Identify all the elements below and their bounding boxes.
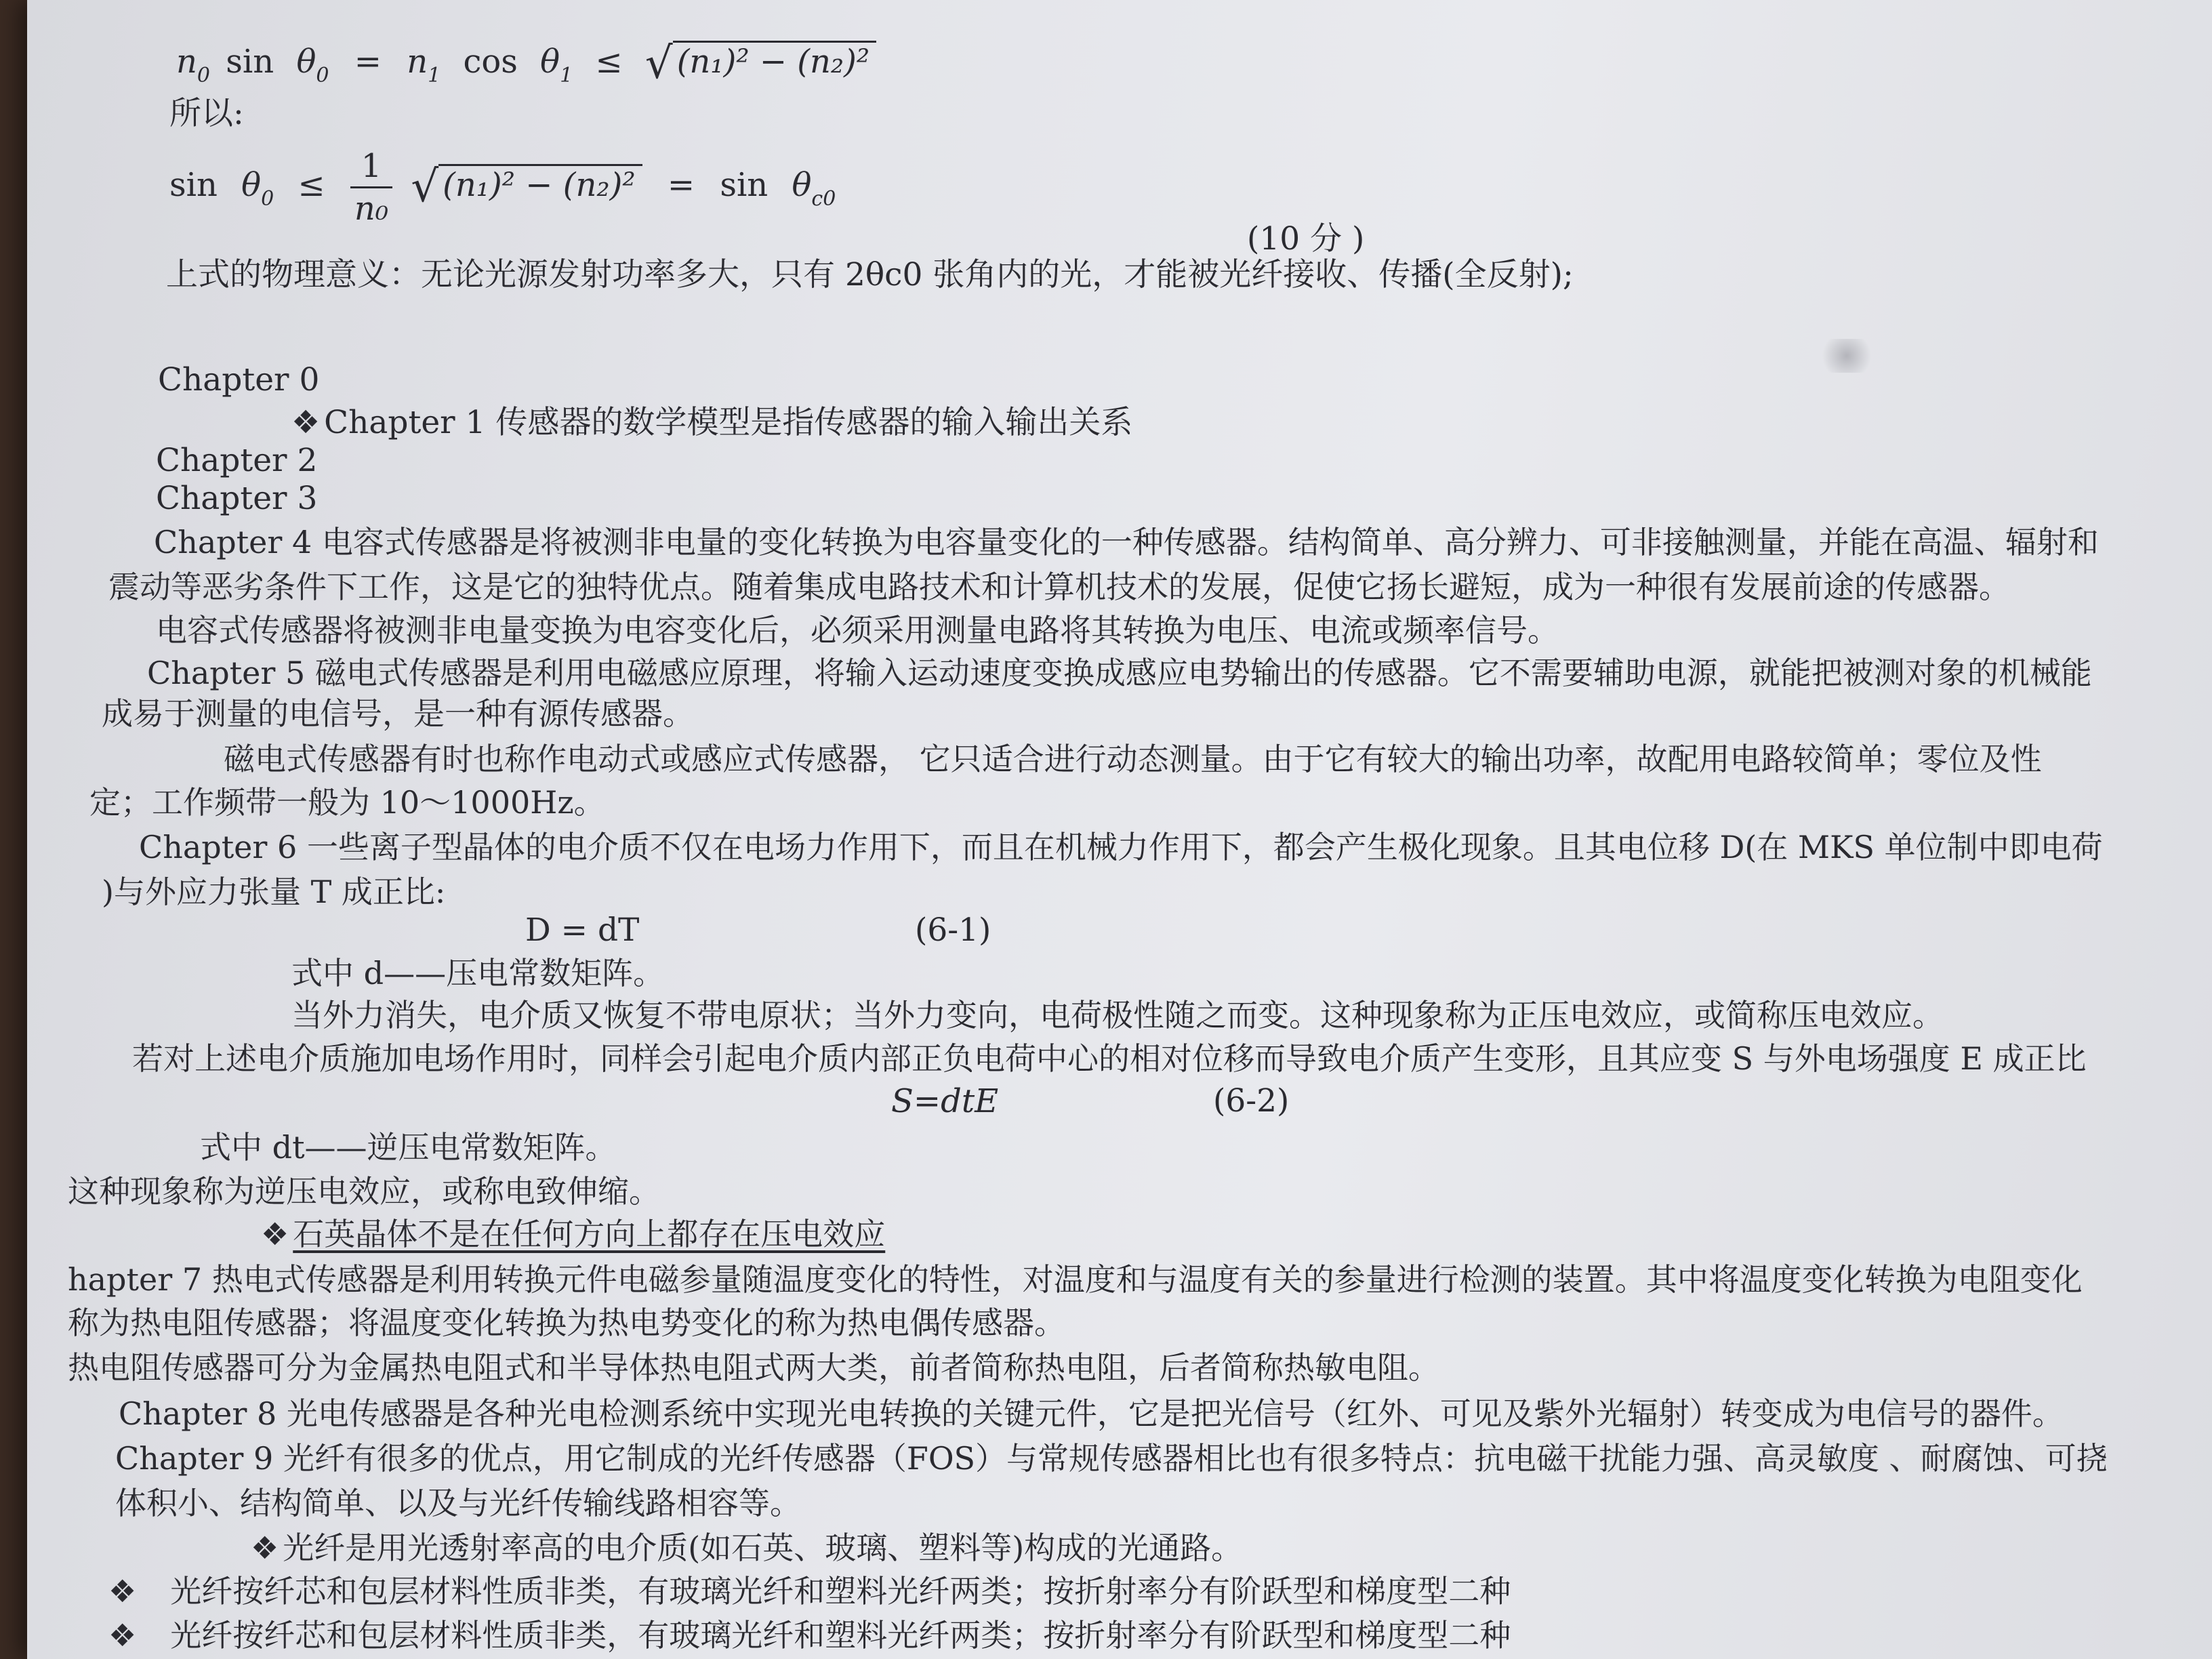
formula-2-sin: sin (169, 166, 218, 204)
chapter-5-line-3: 磁电式传感器有时也称作电动式或感应式传感器， 它只适合进行动态测量。由于它有较大的输出功率，故配用电路较简单；零位及性 (224, 741, 2042, 777)
chapter-5-line-1: Chapter 5 磁电式传感器是利用电磁感应原理，将输入运动速度变换成感应电势输出的传感器。它不需要辅助电源，就能把被测对象的机械能 (147, 655, 2092, 691)
formula-1-theta-sub: 0 (316, 64, 329, 87)
ink-smudge (1816, 339, 1877, 373)
formula-2-theta: θ (241, 166, 262, 204)
chapter-6-line-7: 这种现象称为逆压电效应，或称电致伸缩。 (68, 1173, 660, 1210)
chapter-4-line-2: 震动等恶劣条件下工作，这是它的独特优点。随着集成电路技术和计算机技术的发展，促使它扬长避短，成为一种很有发展前途的传感器。 (108, 569, 2010, 605)
diamond-bullet-icon: ❖ (261, 1216, 289, 1252)
sqrt-icon: √ (644, 39, 673, 89)
printed-page (27, 0, 2212, 1659)
chapter-9-bullet-1-text: 光纤按纤芯和包层材料性质非类，有玻璃光纤和塑料光纤两类；按折射率分有阶跃型和梯度型二种 (170, 1573, 1511, 1610)
formula-2-radicand: (n₁)² − (n₂)² (438, 164, 642, 204)
diamond-bullet-icon: ❖ (291, 404, 321, 441)
chapter-0: Chapter 0 (158, 361, 320, 398)
formula-1-theta1-sub: 1 (560, 64, 573, 87)
chapter-6-line-4: 当外力消失，电介质又恢复不带电原状；当外力变向，电荷极性随之而变。这种现象称为正压电效应，或简称压电效应。 (291, 997, 1944, 1033)
diamond-bullet-icon: ❖ (251, 1530, 279, 1566)
chapter-7-line-2: 称为热电阻传感器；将温度变化转换为热电势变化的称为热电偶传感器。 (68, 1305, 1065, 1341)
chapter-9-fiber-definition: 光纤是用光透射率高的电介质(如石英、玻璃、塑料等)构成的光通路。 (283, 1530, 1243, 1566)
formula-1-sin: sin (226, 43, 274, 81)
diamond-bullet-icon: ❖ (108, 1573, 137, 1610)
chapter-4-line-3: 电容式传感器将被测非电量变换为电容变化后，必须采用测量电路将其转换为电压、电流或频率信号。 (156, 612, 1559, 649)
chapter-9-bullet-2 (108, 1616, 1511, 1654)
fraction-numerator: 1 (350, 146, 392, 188)
formula-1-sqrt (644, 39, 876, 89)
chapter-3: Chapter 3 (156, 480, 318, 517)
chapter-6-line-3: 式中 d——压电常数矩阵。 (291, 955, 665, 991)
chapter-6-line-1: Chapter 6 一些离子型晶体的电介质不仅在电场力作用下，而且在机械力作用下，都会产生极化现象。且其电位移 D(在 MKS 单位制中即电荷 (139, 829, 2103, 865)
formula-2-le: ≤ (298, 166, 325, 204)
equation-6-2-number: (6-2) (1213, 1082, 1290, 1120)
sqrt-icon: √ (411, 162, 439, 212)
chapter-2: Chapter 2 (156, 442, 318, 479)
chapter-5-line-4: 定；工作频带一般为 10～1000Hz。 (89, 784, 605, 821)
chapter-4-line-1: Chapter 4 电容式传感器是将被测非电量的变化转换为电容量变化的一种传感器。结构简单、高分辨力、可非接触测量，并能在高温、辐射和 (154, 524, 2099, 560)
chapter-7-line-3: 热电阻传感器可分为金属热电阻式和半导体热电阻式两大类，前者简称热电阻，后者简称热敏电阻。 (68, 1349, 1439, 1386)
chapter-6-line-5: 若对上述电介质施加电场作用时，同样会引起电介质内部正负电荷中心的相对位移而导致电介质产生变形，且其应变 S 与外电场强度 E 成正比 (132, 1040, 2087, 1077)
chapter-7-line-1: hapter 7 热电式传感器是利用转换元件电磁参量随温度变化的特性，对温度和与温度有关的参量进行检测的装置。其中将温度变化转换为电阻变化 (68, 1261, 2083, 1298)
chapter-1-text: Chapter 1 传感器的数学模型是指传感器的输入输出关系 (324, 404, 1133, 441)
formula-1-cos: cos (463, 43, 518, 81)
formula-2-theta-sub: 0 (261, 187, 274, 211)
formula-1-n1: n (407, 43, 428, 81)
formula-1-sub0: 0 (197, 64, 211, 87)
chapter-9-line-2: 体积小、结构简单、以及与光纤传输线路相容等。 (115, 1485, 801, 1521)
chapter-8: Chapter 8 光电传感器是各种光电检测系统中实现光电转换的关键元件，它是把光信号（红外、可见及紫外光辐射）转变成为电信号的器件。 (119, 1395, 2064, 1432)
formula-1 (176, 39, 876, 89)
equation-6-1-number: (6-1) (915, 912, 991, 949)
score-note: (10 分 ) (1247, 220, 1365, 258)
chapter-1 (291, 404, 1132, 442)
equation-6-2: S=dtE (891, 1082, 999, 1120)
diamond-bullet-icon: ❖ (108, 1617, 137, 1654)
chapter-6-underlined-note: 石英晶体不是在任何方向上都存在压电效应 (293, 1216, 886, 1252)
formula-2-fraction (350, 146, 392, 229)
chapter-6-line-2: )与外应力张量 T 成正比: (102, 874, 446, 910)
chapter-6-line-6: 式中 dt——逆压电常数矩阵。 (200, 1129, 617, 1166)
physical-meaning: 上式的物理意义：无论光源发射功率多大，只有 2θc0 张角内的光，才能被光纤接收、传播(全反射); (166, 256, 1574, 293)
chapter-9-line-3 (251, 1529, 1242, 1567)
formula-2-sqrt (411, 161, 642, 212)
suoyi-label: 所以: (169, 95, 244, 132)
formula-2-equals: = (667, 166, 695, 204)
formula-1-theta1: θ (540, 43, 560, 81)
fraction-denominator: n₀ (354, 190, 389, 228)
formula-2-theta2: θ (792, 166, 812, 204)
formula-1-equals: = (354, 43, 382, 81)
chapter-9-line-1: Chapter 9 光纤有很多的优点，用它制成的光纤传感器（FOS）与常规传感器相比也有很多特点：抗电磁干扰能力强、高灵敏度 、耐腐蚀、可挠 (115, 1440, 2108, 1477)
formula-1-theta: θ (296, 43, 316, 81)
formula-2-sin2: sin (720, 166, 769, 204)
chapter-9-bullet-1 (108, 1572, 1511, 1610)
chapter-9-bullet-2-text: 光纤按纤芯和包层材料性质非类，有玻璃光纤和塑料光纤两类；按折射率分有阶跃型和梯度型二种 (170, 1617, 1511, 1654)
formula-2 (169, 146, 836, 229)
formula-1-n0: n (176, 43, 197, 81)
chapter-6-line-8 (261, 1215, 885, 1253)
equation-6-1: D = dT (525, 912, 640, 949)
formula-2-theta2-sub: c0 (811, 187, 836, 211)
formula-1-le: ≤ (595, 43, 623, 81)
chapter-5-line-2: 成易于测量的电信号，是一种有源传感器。 (102, 695, 694, 732)
formula-1-radicand: (n₁)² − (n₂)² (673, 41, 876, 81)
formula-1-sub1: 1 (428, 64, 441, 87)
